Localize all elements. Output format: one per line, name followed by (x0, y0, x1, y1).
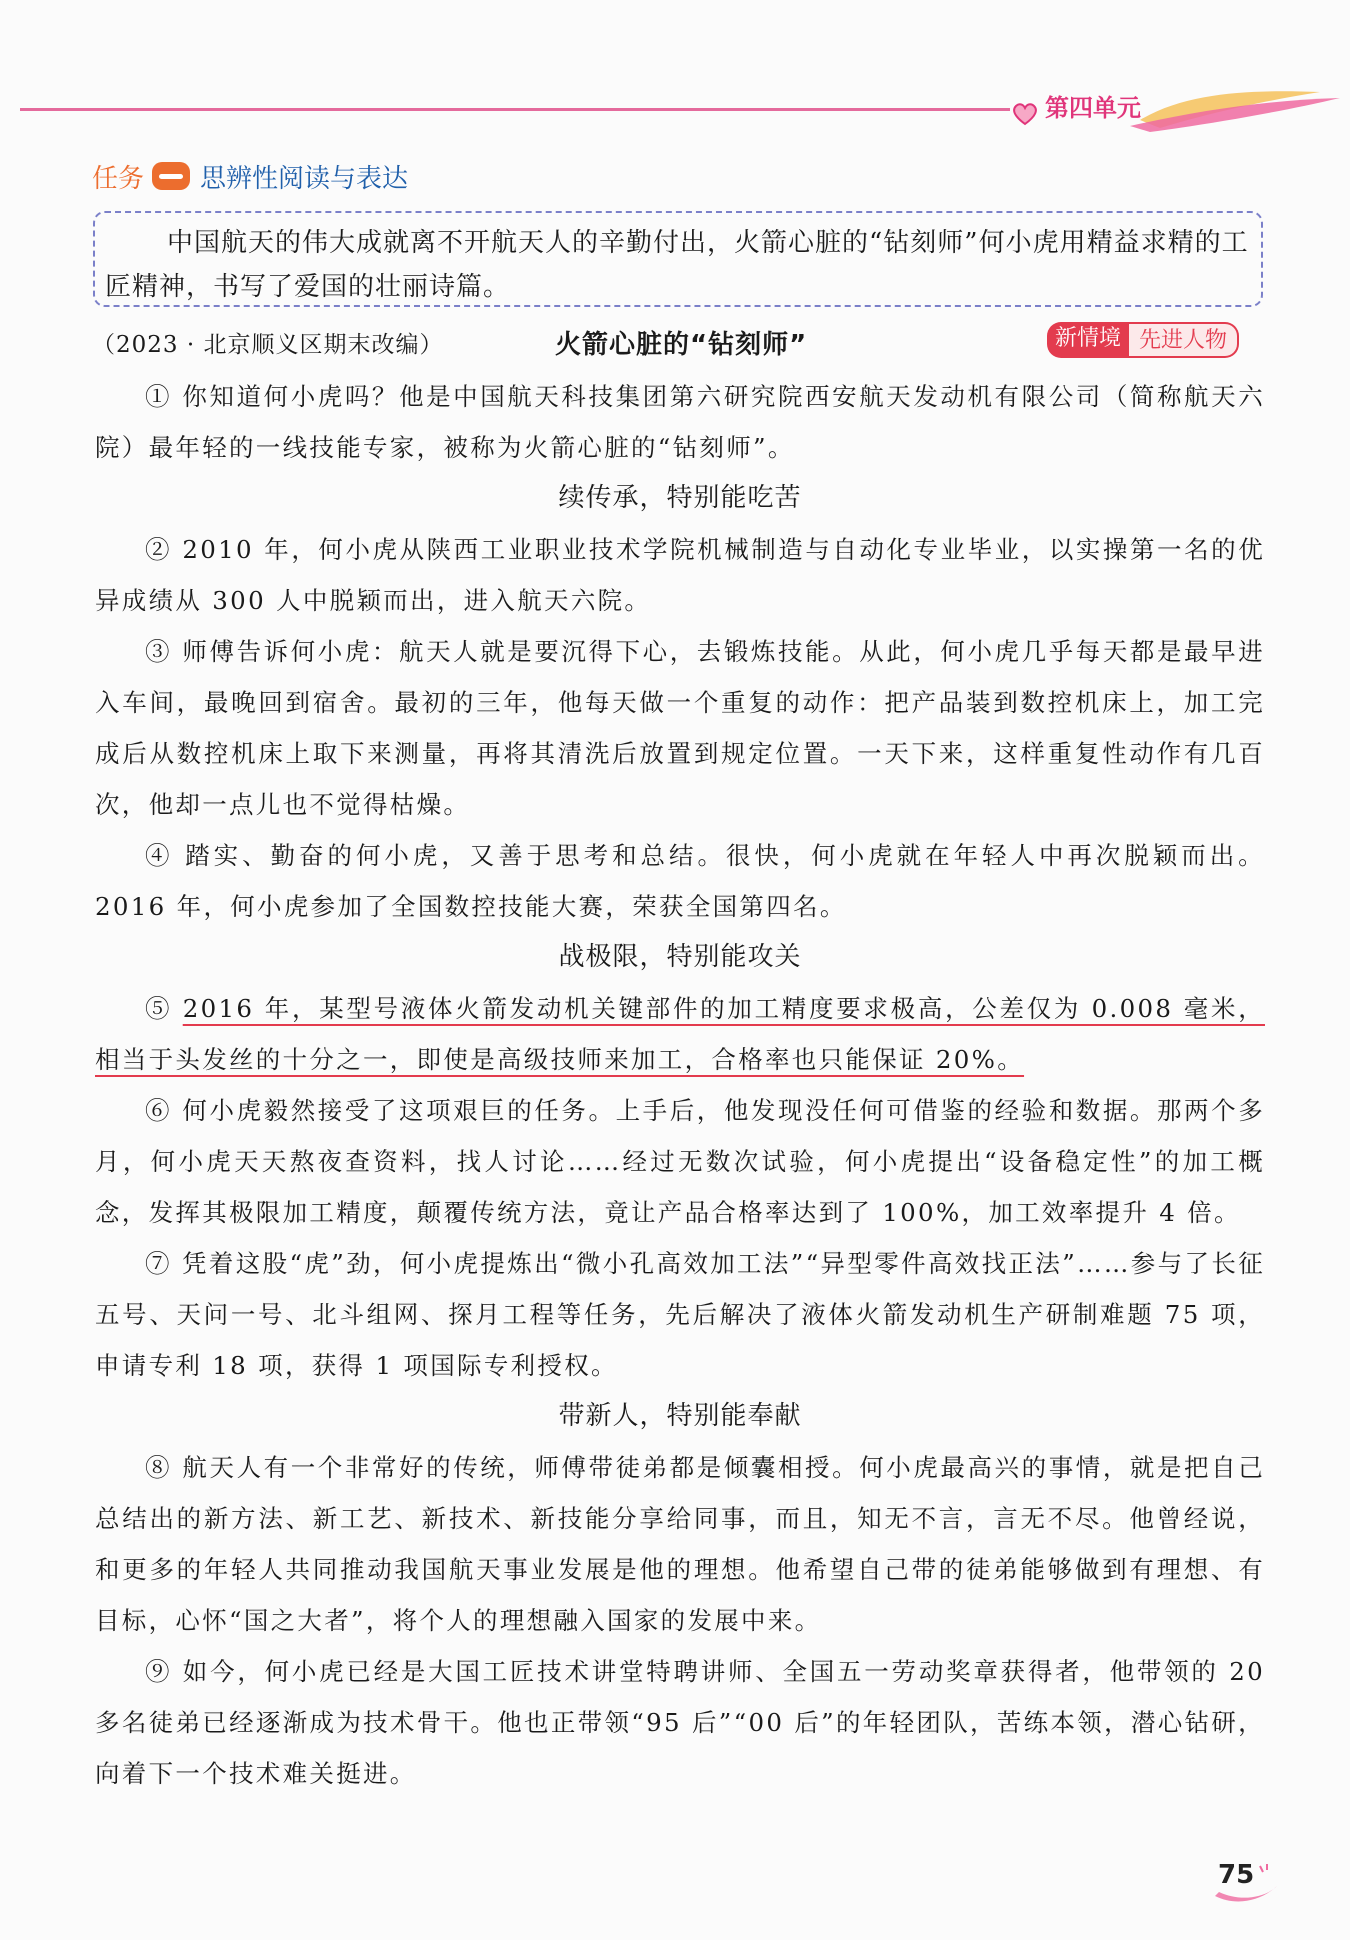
page-number: 75 (1218, 1860, 1255, 1890)
paragraph-3: ③ 师傅告诉何小虎：航天人就是要沉得下心，去锻炼技能。从此，何小虎几乎每天都是最早进入车间，最晚回到宿舍。最初的三年，他每天做一个重复的动作：把产品装到数控机床上，加工完成后从数控机床上取下来测量，再将其清洗后放置到规定位置。一天下来，这样重复性动作有几百次，他却一点儿也不觉得枯燥。 (95, 637, 1265, 819)
paragraph-4: ④ 踏实、勤奋的何小虎，又善于思考和总结。很快，何小虎就在年轻人中再次脱颖而出。2016 年，何小虎参加了全国数控技能大赛，荣获全国第四名。 (95, 841, 1265, 921)
section-heading-1: 续传承，特别能吃苦 (558, 483, 802, 513)
paragraph-2: ② 2010 年，何小虎从陕西工业职业技术学院机械制造与自动化专业毕业，以实操第一名的优异成绩从 300 人中脱颖而出，进入航天六院。 (95, 535, 1265, 615)
task-header (92, 156, 408, 196)
paragraph-5-number: ⑤ (145, 994, 183, 1023)
source-citation: （2023 · 北京顺义区期末改编） (92, 332, 444, 358)
task-title: 思辨性阅读与表达 (200, 163, 409, 194)
tag-advanced-figure: 先进人物 (1129, 322, 1239, 358)
intro-box: 中国航天的伟大成就离不开航天人的辛勤付出，火箭心脏的“钻刻师”何小虎用精益求精的工匠精神，书写了爱国的壮丽诗篇。 (93, 211, 1263, 307)
section-heading-2: 战极限，特别能攻关 (558, 942, 802, 972)
paragraph-8: ⑧ 航天人有一个非常好的传统，师傅带徒弟都是倾囊相授。何小虎最高兴的事情，就是把自己总结出的新方法、新工艺、新技术、新技能分享给同事，而且，知无不言，言无不尽。他曾经说，和更多的年轻人共同推动我国航天事业发展是他的理想。他希望自己带的徒弟能够做到有理想、有目标，心怀“国之大者”，将个人的理想融入国家的发展中来。 (95, 1453, 1265, 1635)
header-swoosh-decoration (990, 80, 1350, 140)
paragraph-1: ① 你知道何小虎吗？他是中国航天科技集团第六研究院西安航天发动机有限公司（简称航天六院）最年轻的一线技能专家，被称为火箭心脏的“钻刻师”。 (95, 382, 1265, 462)
tag-new-context: 新情境 (1047, 322, 1129, 358)
header-rule (20, 108, 1010, 111)
unit-title: 第四单元 (1045, 94, 1141, 122)
paragraph-5-underlined-text: 2016 年，某型号液体火箭发动机关键部件的加工精度要求极高，公差仅为 0.008 毫米，相当于头发丝的十分之一，即使是高级技师来加工，合格率也只能保证 20%。 (95, 994, 1265, 1074)
paragraph-6: ⑥ 何小虎毅然接受了这项艰巨的任务。上手后，他发现没任何可借鉴的经验和数据。那两个多月，何小虎天天熬夜查资料，找人讨论……经过无数次试验，何小虎提出“设备稳定性”的加工概念，发挥其极限加工精度，颠覆传统方法，竟让产品合格率达到了 100%，加工效率提升 4 倍。 (95, 1096, 1265, 1227)
context-tag (1047, 322, 1239, 358)
article-title: 火箭心脏的“钻刻师” (555, 330, 808, 360)
paragraph-9: ⑨ 如今，何小虎已经是大国工匠技术讲堂特聘讲师、全国五一劳动奖章获得者，他带领的 20 多名徒弟已经逐渐成为技术骨干。他也正带领“95 后”“00 后”的年轻团队，苦练本领，潜心钻研，向着下一个技术难关挺进。 (95, 1657, 1265, 1788)
section-heading-3: 带新人，特别能奉献 (558, 1401, 802, 1431)
paragraph-5 (95, 983, 1265, 1085)
article-body (95, 371, 1265, 1799)
task-label: 任务 (92, 163, 145, 194)
task-number-one-icon (152, 162, 190, 190)
paragraph-7: ⑦ 凭着这股“虎”劲，何小虎提炼出“微小孔高效加工法”“异型零件高效找正法”……参与了长征五号、天问一号、北斗组网、探月工程等任务，先后解决了液体火箭发动机生产研制难题 75 项，申请专利 18 项，获得 1 项国际专利授权。 (95, 1249, 1265, 1380)
